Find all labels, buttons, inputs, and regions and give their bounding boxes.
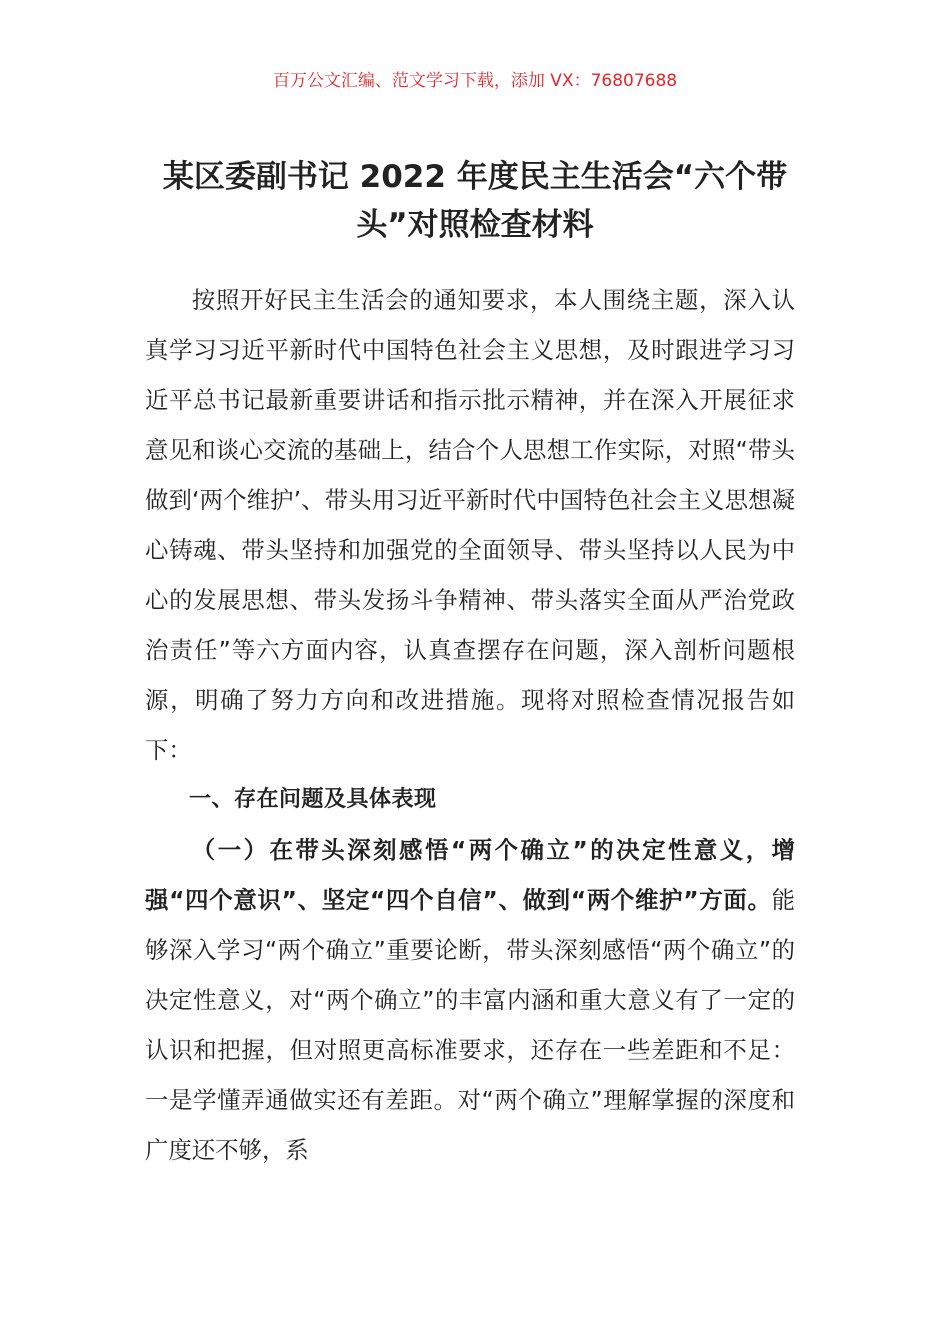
intro-paragraph: 按照开好民主生活会的通知要求，本人围绕主题，深入认真学习习近平新时代中国特色社会主义思想，及时跟进学习习近平总书记最新重要讲话和指示批示精神，并在深入开展征求意见和谈心交流的基础上，结合个人思想工作实际，对照“带头做到‘两个维护’、带头用习近平新时代中国特色社会主义思想凝心铸魂、带头坚持和加强党的全面领导、带头坚持以人民为中心的发展思想、带头发扬斗争精神、带头落实全面从严治党政治责任”等六方面内容，认真查摆存在问题，深入剖析问题根源，明确了努力方向和改进措施。现将对照检查情况报告如下： (145, 286, 795, 764)
subsection-body: 能够深入学习“两个确立”重要论断，带头深刻感悟“两个确立”的决定性意义，对“两个确立”的丰富内涵和重大意义有了一定的认识和把握，但对照更高标准要求，还存在一些差距和不足：一是学懂弄通做实还有差距。对“两个确立”理解掌握的深度和广度还不够，系 (145, 886, 795, 1164)
header-contact-note: 百万公文汇编、范文学习下载，添加 VX：76807688 (272, 71, 678, 91)
section-heading: 一、存在问题及具体表现 (189, 787, 437, 812)
document-body (145, 275, 795, 1175)
document-title: 某区委副书记 2022 年度民主生活会“六个带头”对照检查材料 (162, 159, 788, 243)
subsection-paragraph (145, 825, 795, 1175)
subsection-heading: （一）在带头深刻感悟“两个确立”的决定性意义，增强“四个意识”、坚定“四个自信”、做到“两个维护”方面。 (145, 836, 795, 914)
